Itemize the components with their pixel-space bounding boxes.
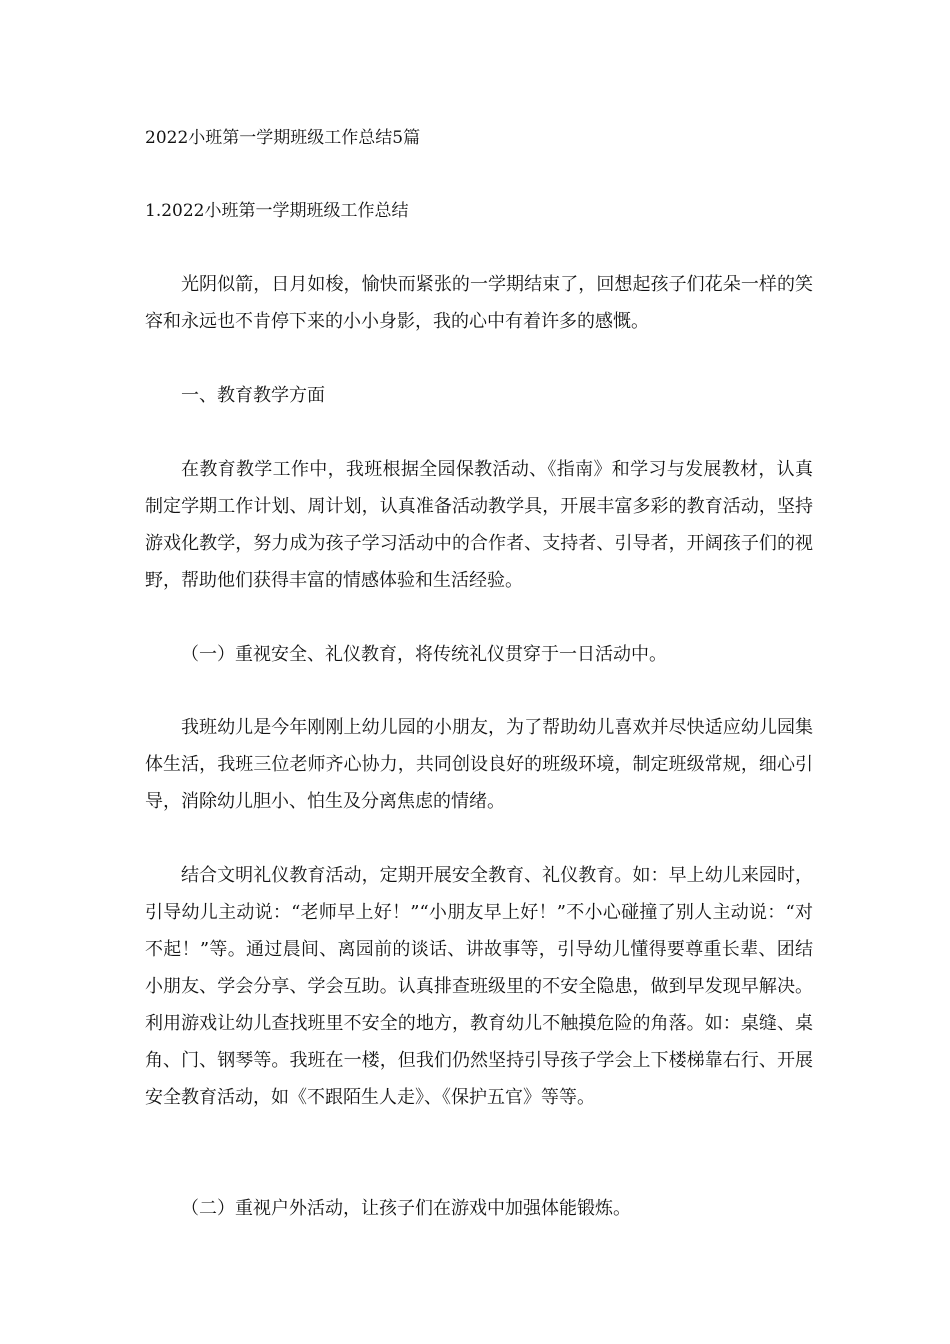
paragraph-intro: 光阴似箭，日月如梭，愉快而紧张的一学期结束了，回想起孩子们花朵一样的笑容和永远也不肯停下来的小小身影，我的心中有着许多的感慨。 — [145, 274, 813, 332]
section-heading-teaching: 一、教育教学方面 — [181, 385, 325, 406]
subsection-heading-outdoor: （二）重视户外活动，让孩子们在游戏中加强体能锻炼。 — [181, 1198, 631, 1219]
paragraph-adaptation: 我班幼儿是今年刚刚上幼儿园的小朋友，为了帮助幼儿喜欢并尽快适应幼儿园集体生活，我班三位老师齐心协力，共同创设良好的班级环境，制定班级常规，细心引导，消除幼儿胆小、怕生及分离焦虑的情绪。 — [145, 717, 813, 812]
document-subtitle: 1.2022小班第一学期班级工作总结 — [145, 201, 409, 221]
paragraph-teaching: 在教育教学工作中，我班根据全园保教活动、《指南》和学习与发展教材，认真制定学期工作计划、周计划，认真准备活动教学具，开展丰富多彩的教育活动，坚持游戏化教学，努力成为孩子学习活动中的合作者、支持者、引导者，开阔孩子们的视野，帮助他们获得丰富的情感体验和生活经验。 — [145, 459, 813, 591]
paragraph-etiquette: 结合文明礼仪教育活动，定期开展安全教育、礼仪教育。如：早上幼儿来园时，引导幼儿主动说：“老师早上好！”“小朋友早上好！”不小心碰撞了别人主动说：“对不起！”等。通过晨间、离园前的谈话、讲故事等，引导幼儿懂得要尊重长辈、团结小朋友、学会分享、学会互助。认真排查班级里的不安全隐患，做到早发现早解决。利用游戏让幼儿查找班里不安全的地方，教育幼儿不触摸危险的角落。如：桌缝、桌角、门、钢琴等。我班在一楼，但我们仍然坚持引导孩子学会上下楼梯靠右行、开展安全教育活动，如《不跟陌生人走》、《保护五官》等等。 — [145, 865, 813, 1108]
document-title: 2022小班第一学期班级工作总结5篇 — [145, 128, 421, 148]
subsection-heading-safety: （一）重视安全、礼仪教育，将传统礼仪贯穿于一日活动中。 — [181, 644, 667, 665]
